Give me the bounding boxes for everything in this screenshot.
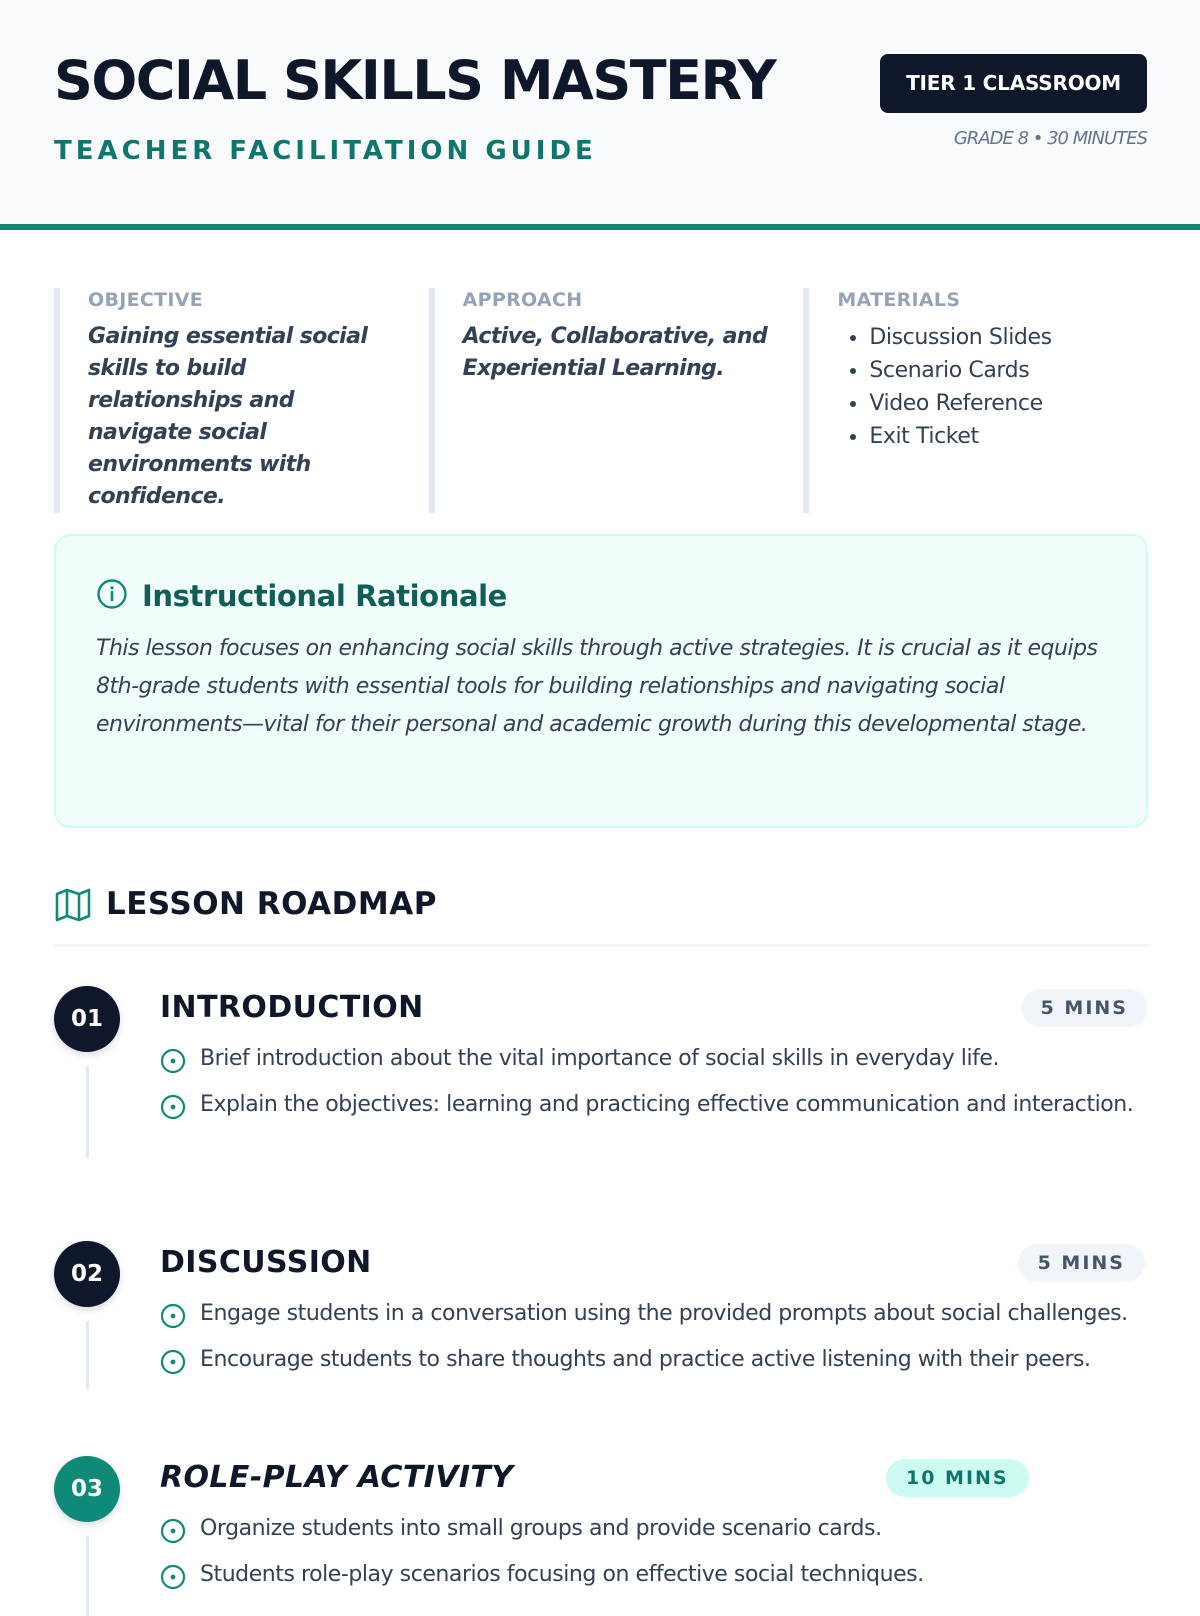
- page-title: SOCIAL SKILLS MASTERY: [54, 49, 776, 112]
- bullet-text: Explain the objectives: learning and practicing effective communication and interaction.: [200, 1092, 1134, 1117]
- roadmap-header: [54, 884, 1148, 947]
- bullet-circle-icon: [160, 1518, 186, 1544]
- materials-list: [837, 321, 1148, 453]
- step-bullets: [160, 1514, 1148, 1606]
- tier-badge: TIER 1 CLASSROOM: [880, 54, 1147, 113]
- rationale-title: Instructional Rationale: [142, 579, 507, 613]
- info-icon: [96, 578, 128, 614]
- list-item: [160, 1299, 1148, 1333]
- map-icon: [54, 888, 92, 926]
- materials-column: [803, 288, 1148, 513]
- step-number: 03: [54, 1456, 120, 1522]
- step-duration-badge: 5 MINS: [1018, 1244, 1145, 1282]
- roadmap-title: LESSON ROADMAP: [106, 886, 437, 922]
- list-item: [160, 1514, 1148, 1548]
- materials-label: MATERIALS: [837, 289, 961, 311]
- step-title: ROLE-PLAY ACTIVITY: [160, 1460, 514, 1495]
- step-number: 01: [54, 986, 120, 1052]
- step-title: INTRODUCTION: [160, 990, 424, 1025]
- bullet-text: Students role-play scenarios focusing on effective social techniques.: [200, 1562, 924, 1587]
- step-connector: [86, 1321, 89, 1389]
- list-item: [160, 1044, 1148, 1078]
- materials-item: • Discussion Slides: [869, 321, 1148, 354]
- step-duration-badge: 5 MINS: [1021, 989, 1148, 1027]
- list-item: [160, 1090, 1148, 1124]
- rationale-card: [54, 534, 1148, 828]
- approach-label: APPROACH: [462, 289, 583, 311]
- bullet-circle-icon: [160, 1303, 186, 1329]
- bullet-circle-icon: [160, 1094, 186, 1120]
- approach-text: Active, Collaborative, and Experiential Learning.: [462, 324, 768, 381]
- lesson-overview: [54, 288, 1148, 513]
- bullet-text: Brief introduction about the vital importance of social skills in everyday life.: [200, 1046, 1000, 1071]
- page-subtitle: TEACHER FACILITATION GUIDE: [54, 136, 597, 166]
- objective-text: Gaining essential social skills to build relationships and navigate social environments with confidence.: [88, 324, 368, 509]
- materials-item: • Exit Ticket: [869, 420, 1148, 453]
- list-item: [160, 1560, 1148, 1594]
- grade-duration-info: GRADE 8 • 30 MINUTES: [953, 128, 1147, 149]
- step-number: 02: [54, 1241, 120, 1307]
- approach-column: [429, 288, 774, 513]
- step-bullets: [160, 1044, 1148, 1136]
- bullet-circle-icon: [160, 1349, 186, 1375]
- step-connector: [86, 1066, 89, 1158]
- rationale-header: [96, 578, 1106, 614]
- bullet-text: Engage students in a conversation using the provided prompts about social challenges.: [200, 1301, 1128, 1326]
- list-item: [160, 1345, 1148, 1379]
- materials-item: • Video Reference: [869, 387, 1148, 420]
- guide-header: [0, 0, 1200, 230]
- step-connector: [86, 1536, 89, 1616]
- step-duration-badge: 10 MINS: [886, 1459, 1029, 1497]
- bullet-circle-icon: [160, 1048, 186, 1074]
- objective-label: OBJECTIVE: [88, 289, 204, 311]
- bullet-text: Organize students into small groups and provide scenario cards.: [200, 1516, 882, 1541]
- bullet-text: Encourage students to share thoughts and practice active listening with their peers.: [200, 1347, 1091, 1372]
- step-title: DISCUSSION: [160, 1245, 372, 1280]
- rationale-text: This lesson focuses on enhancing social skills through active strategies. It is crucial as it equips 8th-grade students with essential tools for building relationships and navigating social environments—vital for their personal and academic growth during this developmental stage.: [96, 636, 1098, 737]
- step-bullets: [160, 1299, 1148, 1391]
- bullet-circle-icon: [160, 1564, 186, 1590]
- materials-item: • Scenario Cards: [869, 354, 1148, 387]
- objective-column: [54, 288, 399, 513]
